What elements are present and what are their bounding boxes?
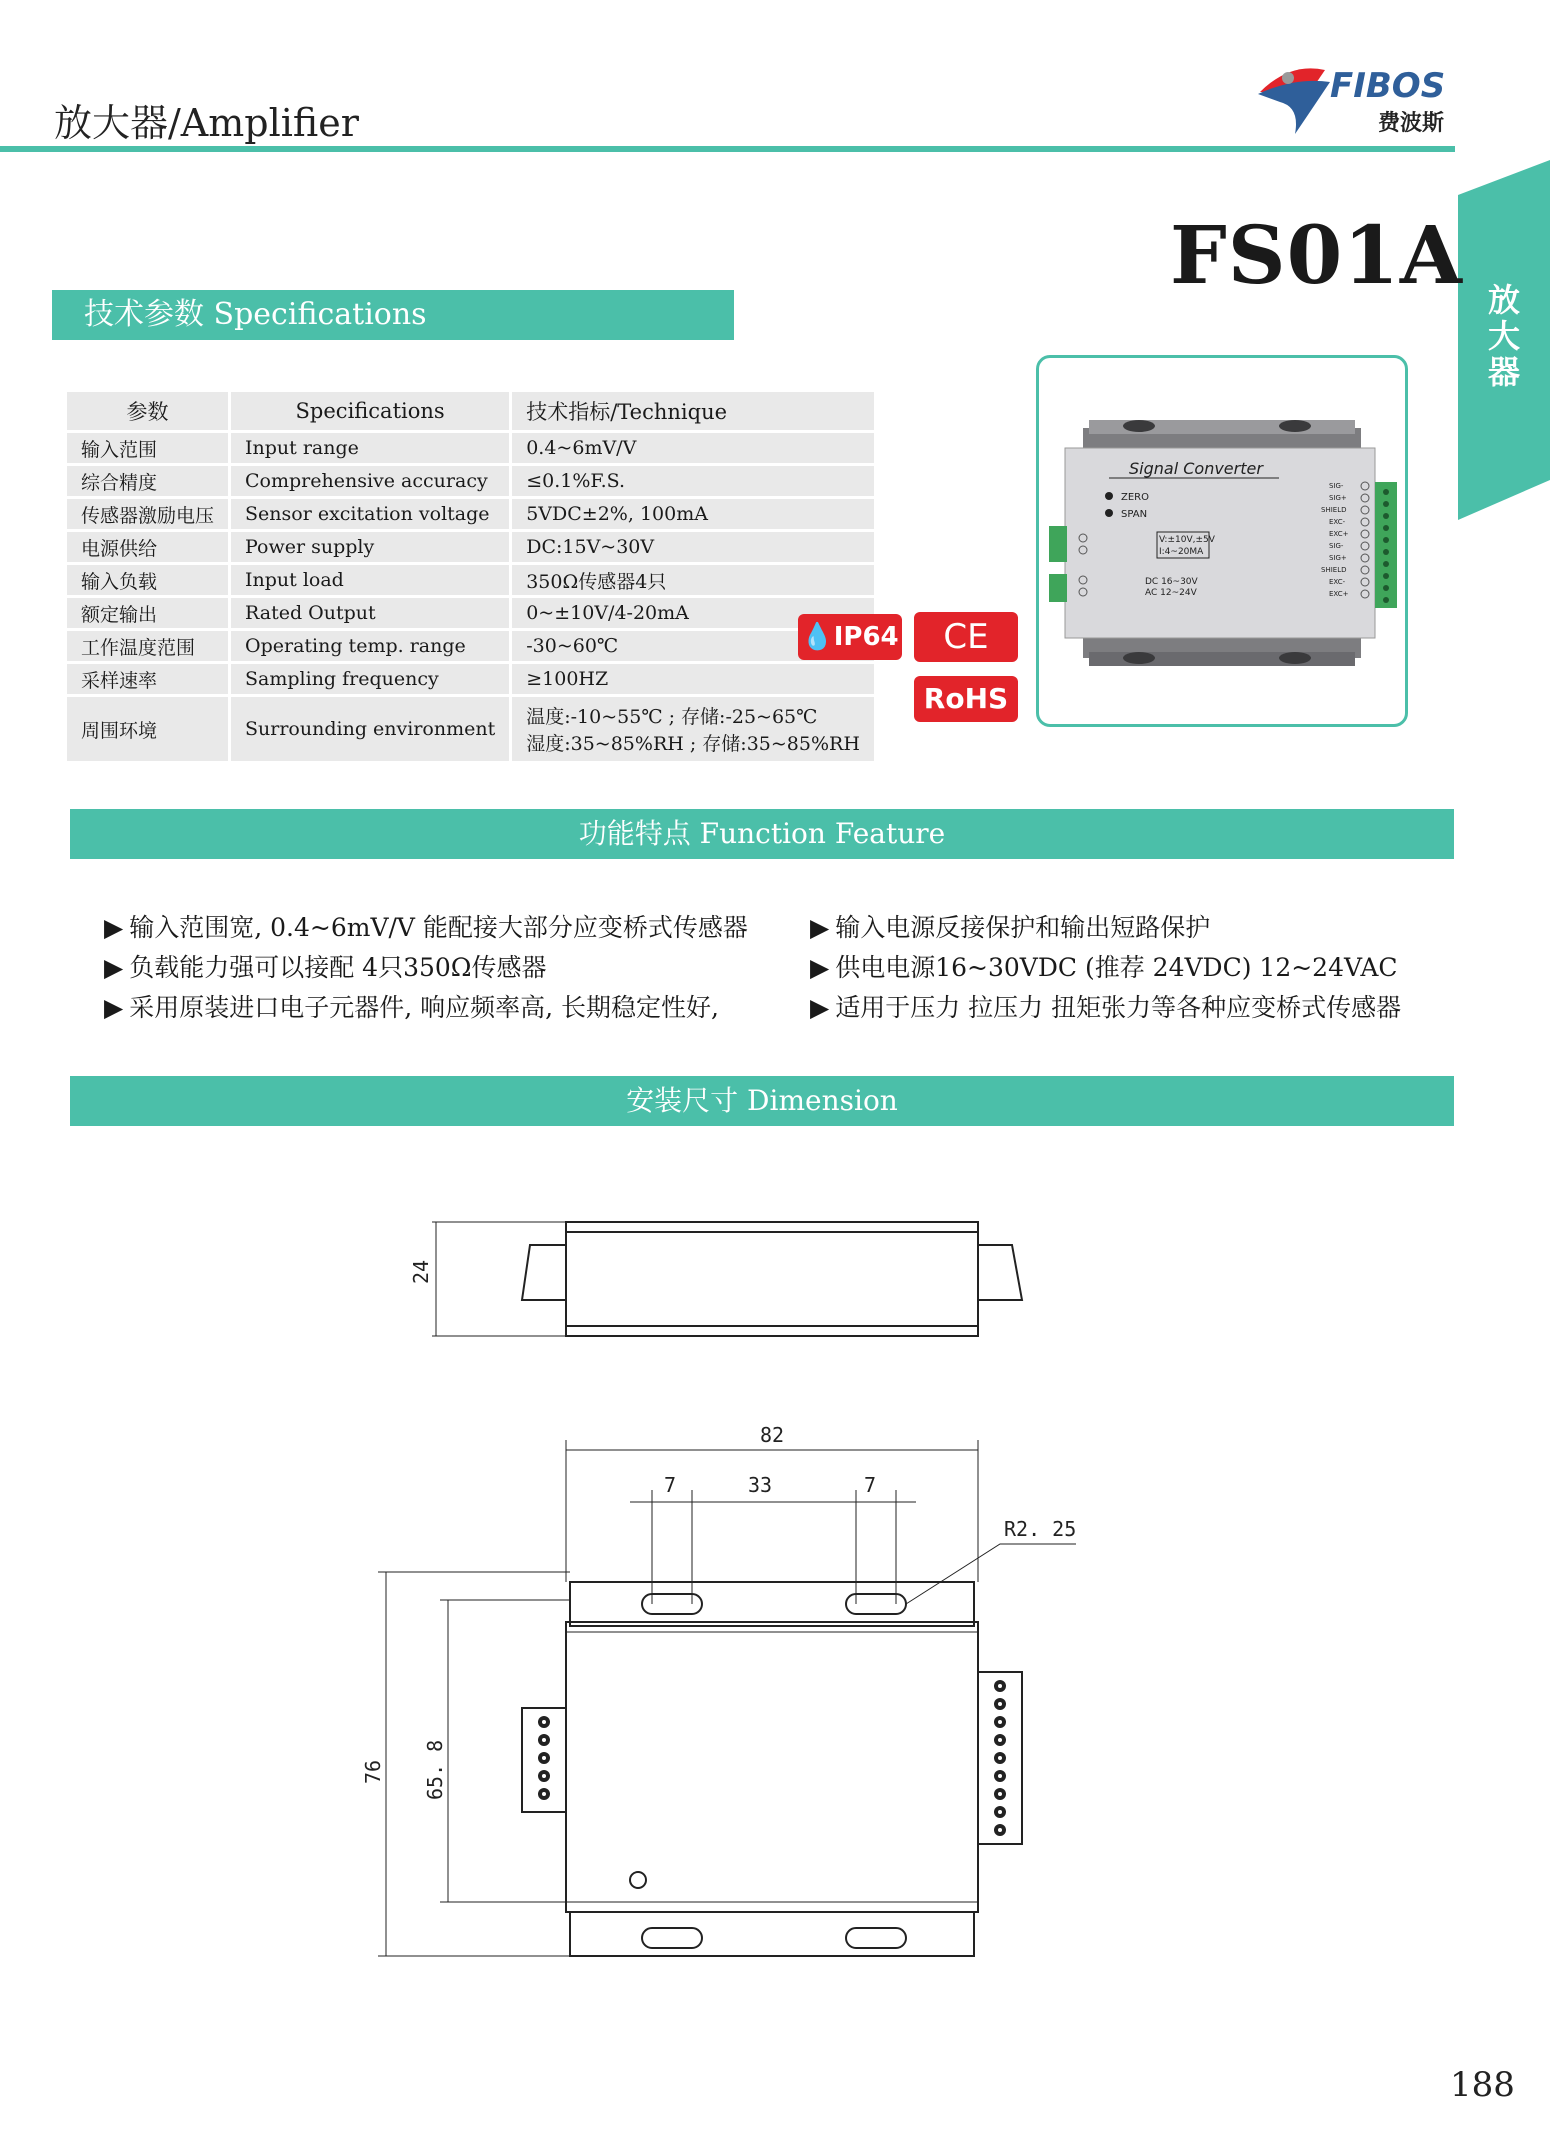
water-drop-icon: 💧: [801, 622, 834, 652]
list-item: [810, 908, 1401, 948]
supply-ac-label: AC 12~24V: [1145, 588, 1197, 598]
terminal-label: SHIELD: [1321, 566, 1347, 574]
triangle-bullet-icon: ▶: [104, 993, 124, 1022]
table-header-row: [67, 392, 874, 430]
terminal-label: EXC+: [1329, 530, 1349, 538]
param-en: Sensor excitation voltage: [231, 499, 509, 529]
param-value: 5VDC±2%, 100mA: [512, 499, 874, 529]
table-row: [67, 631, 874, 661]
param-cn: 输入范围: [67, 433, 228, 463]
triangle-bullet-icon: ▶: [104, 953, 124, 982]
span-label: SPAN: [1121, 509, 1148, 520]
param-value: 350Ω传感器4只: [512, 565, 874, 595]
param-value: 0~±10V/4-20mA: [512, 598, 874, 628]
param-cn: 综合精度: [67, 466, 228, 496]
param-en: Surrounding environment: [231, 697, 509, 761]
product-label-title: Signal Converter: [1129, 459, 1263, 478]
output-voltage-label: V:±10V,±5V: [1159, 535, 1215, 545]
feature-text: 负载能力强可以接配 4只350Ω传感器: [129, 953, 547, 982]
triangle-bullet-icon: ▶: [810, 913, 830, 942]
table-row: [67, 466, 874, 496]
param-en: Sampling frequency: [231, 664, 509, 694]
dim-radius-label: R2. 25: [1004, 1517, 1077, 1541]
feature-text: 采用原装进口电子元器件, 响应频率高, 长期稳定性好,: [129, 993, 719, 1022]
param-value: DC:15V~30V: [512, 532, 874, 562]
param-en: Operating temp. range: [231, 631, 509, 661]
feature-text: 输入电源反接保护和输出短路保护: [835, 913, 1211, 942]
param-value: ≤0.1%F.S.: [512, 466, 874, 496]
dim-slot-right-label: 7: [864, 1473, 877, 1497]
param-cn: 电源供给: [67, 532, 228, 562]
feature-text: 供电电源16~30VDC (推荐 24VDC) 12~24VAC: [835, 953, 1398, 982]
table-row: [67, 697, 874, 761]
dim-body-depth-label: 65. 8: [423, 1739, 447, 1800]
dim-slot-left-label: 7: [664, 1473, 677, 1497]
terminal-label: SIG-: [1329, 482, 1344, 490]
terminal-label: SIG+: [1329, 554, 1347, 562]
terminal-label: EXC-: [1329, 578, 1346, 586]
supply-dc-label: DC 16~30V: [1145, 577, 1198, 587]
param-cn: 额定输出: [67, 598, 228, 628]
param-cn: 采样速率: [67, 664, 228, 694]
features-banner: 功能特点 Function Feature: [70, 809, 1454, 859]
specifications-table: [64, 389, 877, 764]
features-right-list: [810, 908, 1401, 1028]
model-number: FS01A: [1170, 208, 1463, 302]
ip64-label: IP64: [833, 622, 899, 652]
table-row: [67, 499, 874, 529]
dim-slot-gap-label: 33: [748, 1473, 773, 1497]
rohs-badge: RoHS: [914, 676, 1018, 722]
features-left-list: [104, 908, 748, 1028]
product-photo-frame: [1036, 355, 1408, 727]
column-header: Specifications: [231, 392, 509, 430]
list-item: [104, 988, 748, 1028]
brand-logo: [1250, 52, 1465, 142]
terminal-label: SIG+: [1329, 494, 1347, 502]
param-cn: 工作温度范围: [67, 631, 228, 661]
page-header-title: 放大器/Amplifier: [54, 101, 359, 145]
param-cn: 传感器激励电压: [67, 499, 228, 529]
dimension-drawing: [0, 1150, 1550, 2000]
param-en: Rated Output: [231, 598, 509, 628]
page-number: 188: [1450, 2065, 1515, 2105]
list-item: [104, 948, 748, 988]
env-line-2: 湿度:35~85%RH ; 存储:35~85%RH: [526, 733, 860, 755]
list-item: [810, 948, 1401, 988]
terminal-label: EXC+: [1329, 590, 1349, 598]
header-divider: [0, 146, 1455, 152]
param-value: -30~60℃: [512, 631, 874, 661]
dim-total-depth-label: 76: [361, 1759, 385, 1784]
param-value: 0.4~6mV/V: [512, 433, 874, 463]
terminal-label: SIG-: [1329, 542, 1344, 550]
param-cn: 周围环境: [67, 697, 228, 761]
side-tab-label: 放大器: [1487, 281, 1520, 391]
param-en: Comprehensive accuracy: [231, 466, 509, 496]
ip64-badge: [798, 614, 902, 660]
column-header: 技术指标/Technique: [512, 392, 874, 430]
logo-brand-text: FIBOS: [1330, 66, 1446, 106]
param-value: ≥100HZ: [512, 664, 874, 694]
zero-label: ZERO: [1121, 492, 1149, 503]
list-item: [104, 908, 748, 948]
specifications-banner: 技术参数 Specifications: [52, 290, 734, 340]
triangle-bullet-icon: ▶: [810, 953, 830, 982]
logo-brand-cn: 费波斯: [1378, 111, 1445, 136]
table-row: [67, 532, 874, 562]
feature-text: 适用于压力 拉压力 扭矩张力等各种应变桥式传感器: [835, 993, 1402, 1022]
feature-text: 输入范围宽, 0.4~6mV/V 能配接大部分应变桥式传感器: [129, 913, 748, 942]
dimension-banner: 安装尺寸 Dimension: [70, 1076, 1454, 1126]
env-line-1: 温度:-10~55℃ ; 存储:-25~65℃: [526, 706, 818, 728]
output-current-label: I:4~20MA: [1159, 547, 1204, 557]
dim-width-label: 82: [760, 1423, 785, 1447]
triangle-bullet-icon: ▶: [810, 993, 830, 1022]
list-item: [810, 988, 1401, 1028]
product-image: [1039, 358, 1405, 724]
table-row: [67, 433, 874, 463]
ce-badge: CE: [914, 612, 1018, 662]
terminal-label: SHIELD: [1321, 506, 1347, 514]
dim-height-label: 24: [409, 1259, 433, 1284]
triangle-bullet-icon: ▶: [104, 913, 124, 942]
column-header: 参数: [67, 392, 228, 430]
param-en: Input range: [231, 433, 509, 463]
table-row: [67, 598, 874, 628]
param-en: Input load: [231, 565, 509, 595]
terminal-label: EXC-: [1329, 518, 1346, 526]
param-en: Power supply: [231, 532, 509, 562]
table-row: [67, 565, 874, 595]
table-row: [67, 664, 874, 694]
param-value: [512, 697, 874, 761]
param-cn: 输入负载: [67, 565, 228, 595]
